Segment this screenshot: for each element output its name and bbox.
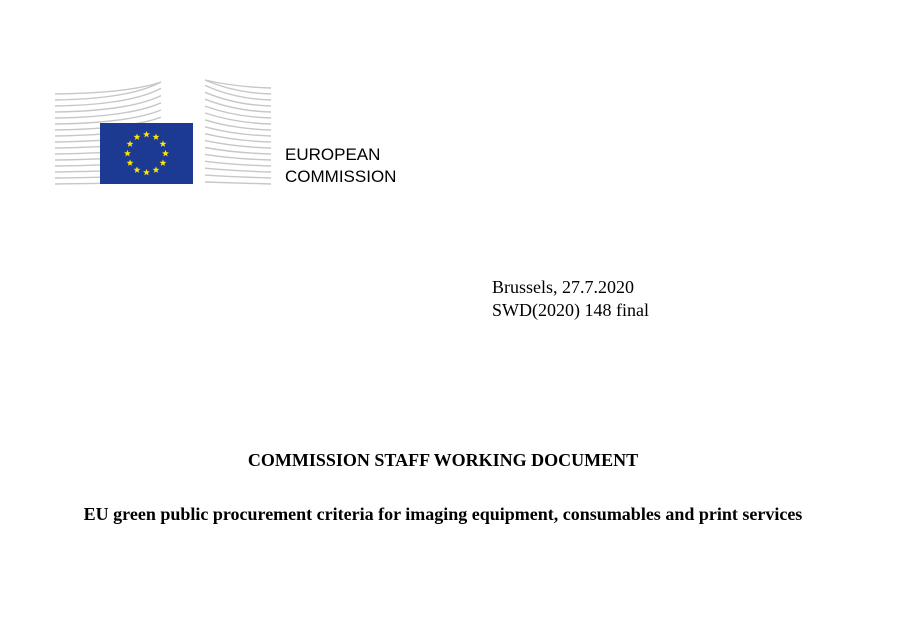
- european-commission-logo: [55, 78, 275, 188]
- organisation-name: [285, 144, 396, 188]
- organisation-name-line1: EUROPEAN: [285, 145, 381, 164]
- building-lines-right: [205, 80, 271, 184]
- document-type: COMMISSION STAFF WORKING DOCUMENT: [247, 450, 639, 470]
- document-reference: SWD(2020) 148 final: [492, 300, 649, 320]
- organisation-name-line2: COMMISSION: [285, 167, 397, 186]
- document-meta: [492, 276, 649, 322]
- document-title: EU green public procurement criteria for imaging equipment, consumables and print services: [83, 504, 803, 524]
- logo-graphic: [55, 78, 275, 188]
- place-date: Brussels, 27.7.2020: [492, 277, 635, 297]
